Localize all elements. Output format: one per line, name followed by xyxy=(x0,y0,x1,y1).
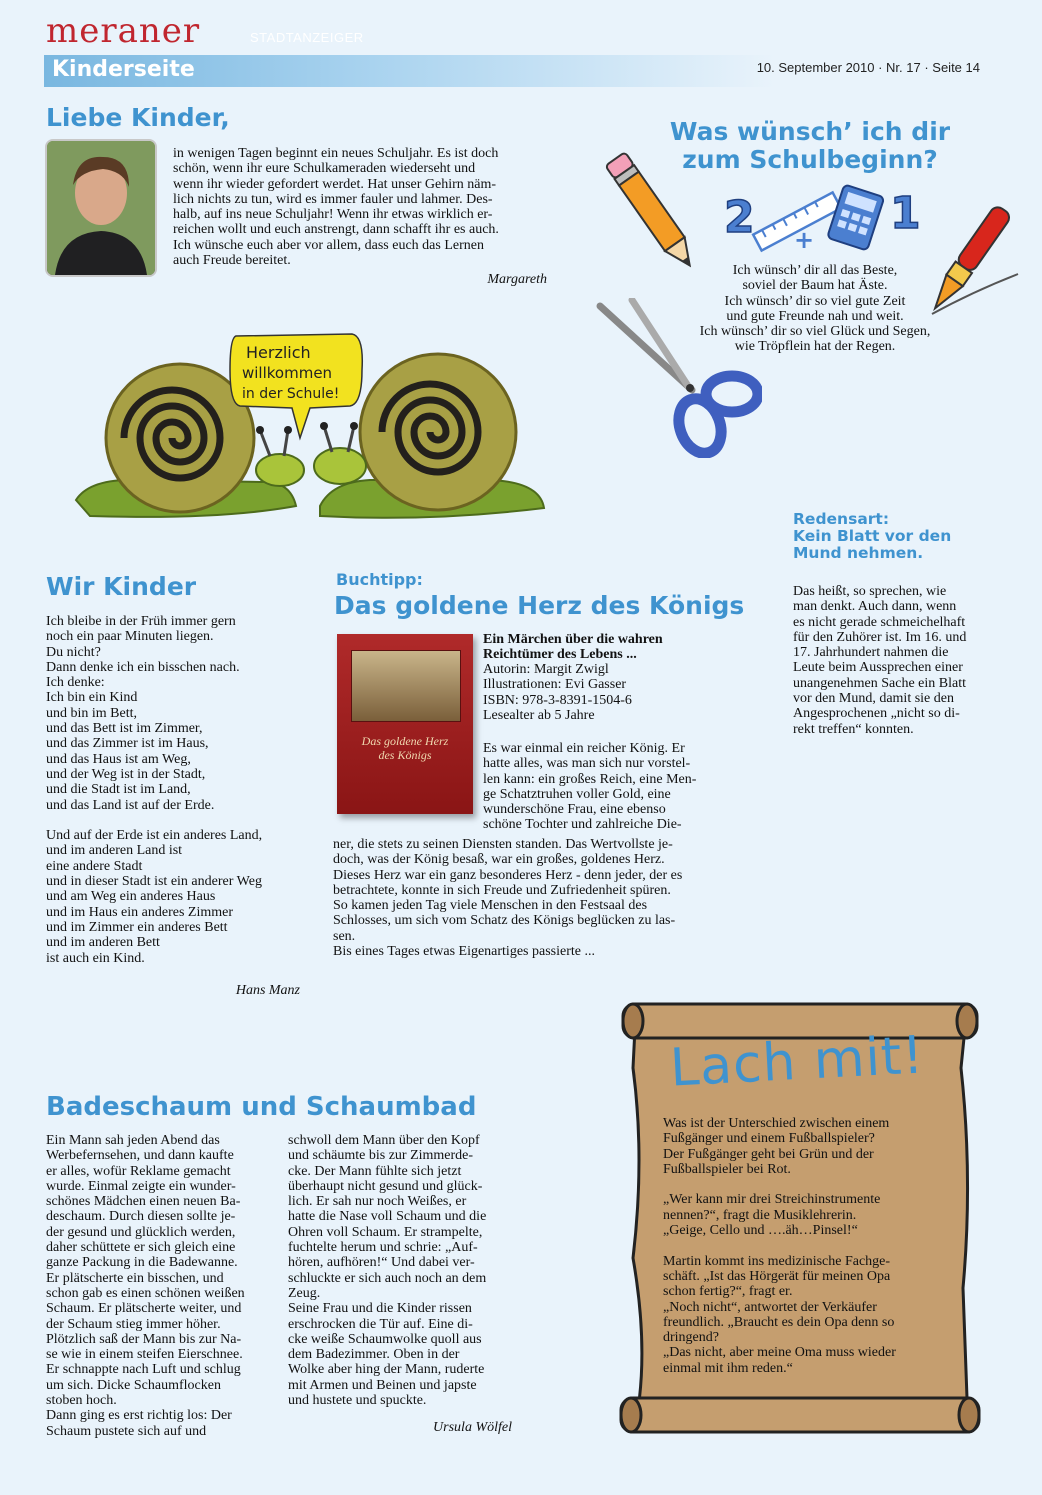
dateline: 10. September 2010 · Nr. 17 · Seite 14 xyxy=(756,60,980,75)
redensart-line: 17. Jahrhundert nahmen die xyxy=(793,645,949,661)
wunsch-poem-line: soviel der Baum hat Äste. xyxy=(742,278,888,294)
section-bar xyxy=(44,55,774,87)
badeschaum-line: se wie in einem steifen Eierschnee. xyxy=(46,1347,243,1363)
buchtipp-text-line: ner, die stets zu seinen Diensten standen. Das Wertvollste je- xyxy=(333,837,673,852)
badeschaum-line: Er schnappte nach Luft und schlug xyxy=(46,1362,241,1378)
buchtipp-text-line: hatte alles, was man sich nur vorstel- xyxy=(483,756,691,772)
liebe-kinder-line: schön, wenn ihr eure Schulkameraden wiederseht und xyxy=(173,161,476,177)
buchtipp-info-line: ISBN: 978-3-8391-1504-6 xyxy=(483,692,632,708)
lach-mit-line: schon fertig?“, fragt er. xyxy=(663,1284,793,1300)
redensart-line: für den Zuhörer ist. Im 16. und xyxy=(793,629,967,645)
badeschaum-line: deschaum. Durch diesen sollte je- xyxy=(46,1209,236,1225)
wir-kinder-line: ist auch ein Kind. xyxy=(46,950,145,966)
redensart-title-line1: Kein Blatt vor den xyxy=(793,527,952,545)
liebe-kinder-line: in wenigen Tagen beginnt ein neues Schuljahr. Es ist doch xyxy=(173,146,499,161)
badeschaum-line: Ohren voll Schaum. Er strampelte, xyxy=(288,1224,483,1240)
snail-sign-line2: willkommen xyxy=(242,364,333,382)
buchtipp-text-line: wunderschöne Frau, eine ebenso xyxy=(483,802,666,818)
badeschaum-line: der gesund und glücklich werden, xyxy=(46,1224,236,1240)
redensart-line: Leute beim Aussprechen einer xyxy=(793,660,963,676)
svg-text:+: + xyxy=(794,226,815,254)
buchtipp-heading: Das goldene Herz des Königs xyxy=(334,591,745,620)
wir-kinder-line: Du nicht? xyxy=(46,644,101,660)
section-title: Kinderseite xyxy=(52,57,195,82)
badeschaum-line: Schaum. Er plätscherte weiter, und xyxy=(46,1301,242,1317)
scissors-icon xyxy=(592,298,762,458)
lach-mit-heading: Lach mit! xyxy=(668,1025,926,1099)
badeschaum-line: ganze Packung in die Badewanne. xyxy=(46,1255,238,1271)
badeschaum-line: Er plätscherte ein bisschen, und xyxy=(46,1270,224,1286)
badeschaum-line: überhaupt nicht gesund und glück- xyxy=(288,1178,483,1194)
wir-kinder-line: und am Weg ein anderes Haus xyxy=(46,889,216,905)
badeschaum-line: der Schaum stieg immer höher. xyxy=(46,1316,221,1332)
wir-kinder-line: und das Land ist auf der Erde. xyxy=(46,797,215,813)
wir-kinder-poem xyxy=(46,614,306,966)
badeschaum-line: Werbefernsehen, und dann kaufte xyxy=(46,1148,234,1164)
badeschaum-line: erschrocken die Tür auf. Eine di- xyxy=(288,1316,473,1332)
masthead-logo: meraner xyxy=(46,11,201,51)
buchtipp-text-line: betrachtete, konnte in sich Freude und Zufriedenheit spüren. xyxy=(333,882,671,898)
redensart-line: Angesprochenen „nicht so di- xyxy=(793,706,960,722)
redensart-line: unangenehmen Sache ein Blatt xyxy=(793,675,966,691)
wir-kinder-line: Und auf der Erde ist ein anderes Land, xyxy=(46,828,263,844)
buchtipp-text-lower xyxy=(333,837,726,959)
badeschaum-heading: Badeschaum und Schaumbad xyxy=(46,1092,477,1122)
badeschaum-line: stoben hoch. xyxy=(46,1393,117,1409)
wir-kinder-line: eine andere Stadt xyxy=(46,858,143,874)
badeschaum-line: schönes Mädchen einen neuen Ba- xyxy=(46,1194,241,1210)
lach-mit-line: einmal mit ihm reden.“ xyxy=(663,1360,793,1376)
svg-text:1: 1 xyxy=(890,188,921,239)
wir-kinder-line: und im anderen Land ist xyxy=(46,843,183,859)
buchtipp-text-line: schöne Tochter und zahlreiche Die- xyxy=(483,817,682,833)
lach-mit-line: dringend? xyxy=(663,1330,719,1346)
badeschaum-line: und schäumte bis zur Zimmerde- xyxy=(288,1148,474,1164)
badeschaum-line: schluckte er sich auch noch an dem xyxy=(288,1270,487,1286)
lach-mit-line xyxy=(663,1177,941,1192)
wunsch-poem-line: Ich wünsch’ dir so viel gute Zeit xyxy=(724,293,906,309)
buchtipp-text-line: doch, was der König besaß, war ein großes, goldenes Herz. xyxy=(333,852,665,868)
redensart-line: es nicht gerade schmeichelhaft xyxy=(793,614,966,630)
lach-mit-line: Martin kommt ins medizinische Fachge- xyxy=(663,1253,891,1269)
buchtipp-text-line: Es war einmal ein reicher König. Er xyxy=(483,741,685,756)
wir-kinder-line: und bin im Bett, xyxy=(46,705,137,721)
badeschaum-line: fuchtelte herum und schrie: „Auf- xyxy=(288,1240,478,1256)
badeschaum-column-2 xyxy=(288,1133,512,1408)
lach-mit-line: Der Fußgänger geht bei Grün und der xyxy=(663,1146,874,1162)
lach-mit-line: nennen?“, fragt die Musiklehrerin. xyxy=(663,1207,857,1223)
lach-mit-line: Was ist der Unterschied zwischen einem xyxy=(663,1116,890,1131)
badeschaum-line: Wolke aber hing der Mann, ruderte xyxy=(288,1362,485,1378)
badeschaum-line: wurde. Einmal zeigte ein wunder- xyxy=(46,1178,236,1194)
badeschaum-line: Zeug. xyxy=(288,1285,321,1301)
lach-mit-line: freundlich. „Braucht es dein Opa denn so xyxy=(663,1314,895,1330)
liebe-kinder-line: reichen wollt und euch anstrengt, dann schafft ihr es auch. xyxy=(173,222,499,238)
buchtipp-text-line: So kamen jeden Tag viele Menschen in den Festsaal des xyxy=(333,898,648,914)
wir-kinder-line: und das Haus ist am Weg, xyxy=(46,751,191,767)
liebe-kinder-line: auch Freude bereitet. xyxy=(173,253,291,269)
lach-mit-line: „Das nicht, aber meine Oma muss wieder xyxy=(663,1345,896,1361)
buchtipp-text-line: ge Schatztruhen voller Gold, eine xyxy=(483,786,671,802)
buchtipp-text-line: len kann: ein großes Reich, eine Men- xyxy=(483,771,697,787)
liebe-kinder-line: wenn ihr wieder gefordert werdet. Hat unser Gehirn näm- xyxy=(173,176,497,192)
book-cover xyxy=(337,634,473,814)
buchtipp-text-line: sen. xyxy=(333,928,356,944)
buchtipp-info-line: Lesealter ab 5 Jahre xyxy=(483,707,595,723)
masthead-subtitle: STADTANZEIGER xyxy=(250,30,364,45)
lach-mit-line: Fußballspieler bei Rot. xyxy=(663,1161,791,1177)
wir-kinder-line: und die Stadt ist im Land, xyxy=(46,782,191,798)
buchtipp-subtitle: Ein Märchen über die wahren Reichtümer des Lebens ... xyxy=(483,632,663,663)
wir-kinder-line: und der Weg ist in der Stadt, xyxy=(46,766,206,782)
badeschaum-line: hatte die Nase voll Schaum und die xyxy=(288,1209,487,1225)
wir-kinder-line: und das Bett ist im Zimmer, xyxy=(46,721,203,737)
wir-kinder-line: und im Zimmer ein anderes Bett xyxy=(46,919,228,935)
redensart-text xyxy=(793,584,993,737)
liebe-kinder-heading: Liebe Kinder, xyxy=(46,103,230,132)
badeschaum-line: mit Armen und Beinen und japste xyxy=(288,1377,477,1393)
lach-mit-line: „Noch nicht“, antwortet der Verkäufer xyxy=(663,1299,877,1315)
badeschaum-signature: Ursula Wölfel xyxy=(433,1420,512,1435)
wir-kinder-signature: Hans Manz xyxy=(235,983,300,998)
wir-kinder-line: Dann denke ich ein bisschen nach. xyxy=(46,659,240,675)
badeschaum-line: er alles, wofür Reklame gemacht xyxy=(46,1163,231,1179)
redensart-line: man denkt. Auch dann, wenn xyxy=(793,599,957,615)
wir-kinder-line: und im anderen Bett xyxy=(46,935,160,951)
redensart-title-line2: Mund nehmen. xyxy=(793,544,924,562)
badeschaum-line: schon gab es einen schönen weißen xyxy=(46,1285,245,1301)
wunsch-poem-line: und gute Freunde nah und weit. xyxy=(726,308,904,324)
buchtipp-info xyxy=(483,662,733,723)
badeschaum-line: lich. Er sah nur noch Weißes, er xyxy=(288,1194,467,1210)
badeschaum-line: Ein Mann sah jeden Abend das xyxy=(46,1133,220,1148)
lach-mit-line: Fußgänger und einem Fußballspieler? xyxy=(663,1131,875,1147)
author-photo xyxy=(45,139,157,277)
badeschaum-line: schwoll dem Mann über den Kopf xyxy=(288,1133,480,1148)
wir-kinder-line: Ich denke: xyxy=(46,675,105,691)
buchtipp-info-line: Illustrationen: Evi Gasser xyxy=(483,677,627,693)
wir-kinder-line: und in dieser Stadt ist ein anderer Weg xyxy=(46,874,262,890)
pen-icon xyxy=(912,196,1022,326)
svg-text:2: 2 xyxy=(724,192,755,243)
redensart-heading xyxy=(793,511,993,562)
badeschaum-line: Schaum pustete sich auf und xyxy=(46,1423,207,1439)
school-supplies-icon xyxy=(722,180,922,260)
buchtipp-text-line: Dieses Herz war ein ganz besonderes Herz - denn jeder, der es xyxy=(333,867,683,883)
badeschaum-column-1 xyxy=(46,1133,270,1439)
wunsch-poem-line: wie Tröpflein hat der Regen. xyxy=(734,339,896,355)
liebe-kinder-line: halb, auf ins neue Schuljahr! Wenn ihr etwas wirklich er- xyxy=(173,207,493,223)
lach-mit-line: „Geige, Cello und ….äh…Pinsel!“ xyxy=(663,1223,858,1239)
wunsch-poem-line: Ich wünsch’ dir so viel Glück und Segen, xyxy=(699,324,931,340)
buchtipp-text-line: Bis eines Tages etwas Eigenartiges passierte ... xyxy=(333,944,595,960)
wunsch-poem-line: Ich wünsch’ dir all das Beste, xyxy=(732,263,898,278)
buchtipp-text-upper xyxy=(483,741,726,833)
badeschaum-line: und hustete und spuckte. xyxy=(288,1393,427,1409)
redensart-line: vor den Mund, damit sie den xyxy=(793,691,954,707)
wir-kinder-line: und im Haus ein anderes Zimmer xyxy=(46,904,234,920)
wir-kinder-heading: Wir Kinder xyxy=(46,572,197,601)
badeschaum-line: Seine Frau und die Kinder rissen xyxy=(288,1301,472,1317)
lach-mit-jokes xyxy=(663,1116,941,1376)
redensart-line: Das heißt, so sprechen, wie xyxy=(793,584,947,599)
lach-mit-line: „Wer kann mir drei Streichinstrumente xyxy=(663,1192,881,1208)
badeschaum-line: dem Badezimmer. Oben in der xyxy=(288,1347,460,1363)
buchtipp-text-line: Schlosses, um sich vom Schatz des Königs beglücken zu las- xyxy=(333,913,676,929)
snail-sign-line1: Herzlich xyxy=(246,343,311,362)
badeschaum-line: Plötzlich saß der Mann bis zur Na- xyxy=(46,1331,242,1347)
pencil-icon xyxy=(603,143,703,283)
badeschaum-line: cke weiße Schaumwolke quoll aus xyxy=(288,1331,482,1347)
wir-kinder-line: und das Zimmer ist im Haus, xyxy=(46,736,209,752)
redensart-line: rekt treffen“ konnten. xyxy=(793,721,914,737)
wir-kinder-line: Ich bin ein Kind xyxy=(46,690,138,706)
lach-mit-line: schäft. „Ist das Hörgerät für meinen Opa xyxy=(663,1268,891,1284)
badeschaum-line: cke. Der Mann fühlte sich jetzt xyxy=(288,1163,462,1179)
book-cover-title: Das goldene Herz des Königs xyxy=(361,734,449,762)
liebe-kinder-line: Ich wünsche euch aber vor allem, dass euch das Lernen xyxy=(173,237,484,253)
badeschaum-line: daher schüttete er sich gleich eine xyxy=(46,1240,236,1256)
wir-kinder-line: noch ein paar Minuten liegen. xyxy=(46,629,214,645)
liebe-kinder-signature: Margareth xyxy=(487,272,547,287)
snail-sign-line3: in der Schule! xyxy=(242,386,340,402)
wir-kinder-line xyxy=(46,813,306,828)
wir-kinder-line: Ich bleibe in der Früh immer gern xyxy=(46,614,236,629)
snail-illustration xyxy=(70,330,550,540)
liebe-kinder-line: lich nichts zu tun, wird es immer fauler und lahmer. Des- xyxy=(173,191,493,207)
badeschaum-line: um sich. Dicke Schaumflocken xyxy=(46,1377,221,1393)
badeschaum-line: Dann ging es erst richtig los: Der xyxy=(46,1408,232,1424)
wunsch-heading-line2: zum Schulbeginn? xyxy=(682,145,938,174)
lach-mit-line xyxy=(663,1238,941,1253)
wunsch-heading-line1: Was wünsch’ ich dir xyxy=(669,117,951,146)
buchtipp-kicker: Buchtipp: xyxy=(336,570,423,589)
liebe-kinder-text xyxy=(173,146,547,268)
buchtipp-info-line: Autorin: Margit Zwigl xyxy=(483,662,609,677)
badeschaum-line: hören, aufhören!“ Und dabei ver- xyxy=(288,1255,475,1271)
redensart-kicker: Redensart: xyxy=(793,510,890,528)
